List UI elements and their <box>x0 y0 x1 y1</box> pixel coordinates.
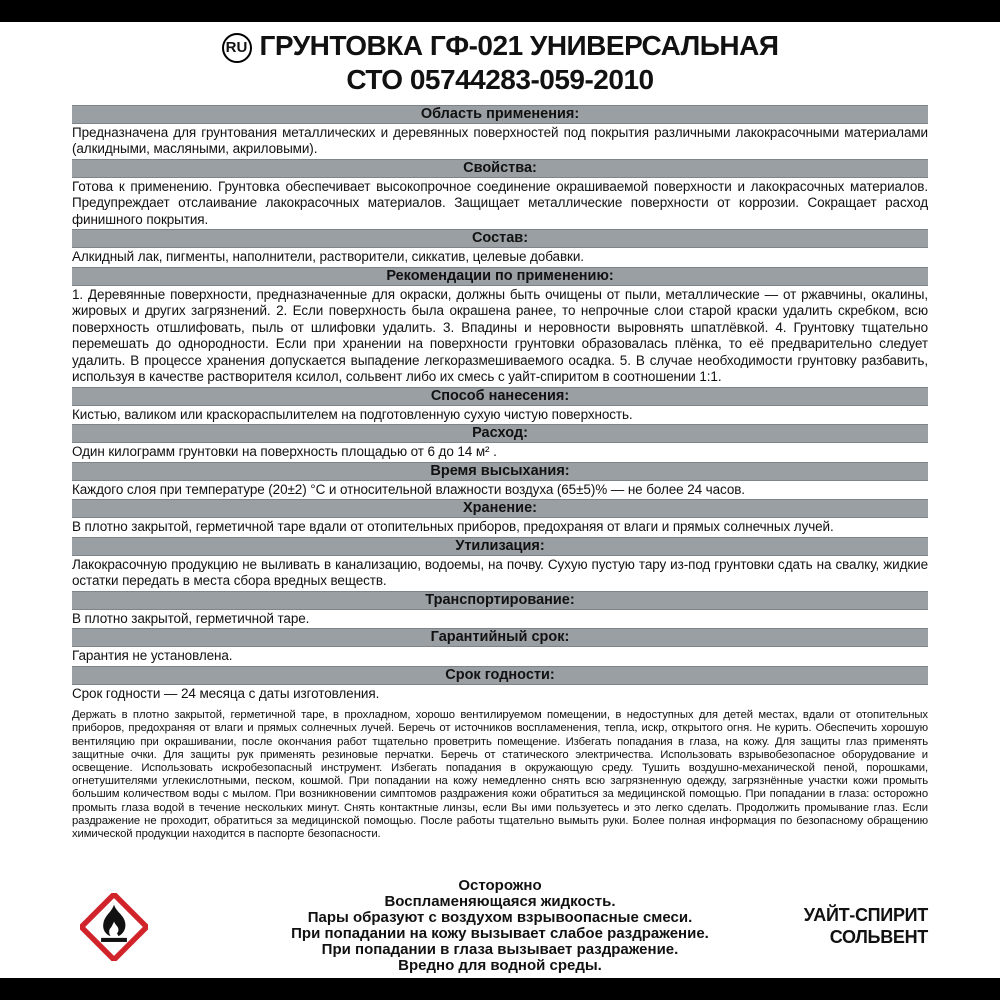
section-body: В плотно закрытой, герметичной таре. <box>72 610 310 626</box>
section-properties <box>72 159 928 229</box>
warning-line: Воспламеняющаяся жидкость. <box>384 893 616 910</box>
ru-certification-icon: RU <box>222 33 252 63</box>
warning-title: Осторожно <box>458 877 542 894</box>
section-body: Один килограмм грунтовки на поверхность площадью от 6 до 14 м² . <box>72 444 497 460</box>
section-body: 1. Деревянные поверхности, предназначенные для окраски, должны быть очищены от пыли, металлические — от ржавчины, окалины, жировых и других загрязнений. 2. Если поверхность была окрашена ранее, то непрочные слои старой краски удалить скребком, всю поверхность отшлифовать, пыль от шлифовки удалить. 3. Впадины и неровности выровнять шпатлёвкой. 4. Грунтовку тщательно перемешать до однородности. Если при хранении на поверхности грунтовки образовалась плёнка, то её предварительно следует удалить. В процессе хранения допускается выпадение легкоразмешиваемого осадка. 5. В случае необходимости грунтовку разбавить, используя в качестве растворителя ксилол, сольвент либо их смесь с уайт-спиритом в соотношении 1:1. <box>72 286 928 385</box>
section-storage <box>72 499 928 536</box>
section-application <box>72 105 928 158</box>
safety-instructions: Держать в плотно закрытой, герметичной таре, в прохладном, хорошо вентилируемом помещении, в недоступных для детей местах, вдали от отопительных приборов, предохраняя от влаги и прямых солнечных лучей. Беречь от источников воспламенения, тепла, искр, открытого огня. Не курить. Обеспечить хорошую вентиляцию при окрашивании, после окончания работ тщательно проветрить помещение. Избегать попадания в глаза, на кожу. Для защиты глаз применять защитные очки. Для защиты рук применять резиновые перчатки. Беречь от статического электричества. Использовать взрывобезопасное оборудование и освещение. Использовать искробезопасный инструмент. Избегать попадания в окружающую среду. Тушить воздушно-механической пеной, порошками, огнетушителями углекислотными, песком, кошмой. При попадании на кожу немедленно снять всю загрязненную одежду, загрязнённые участки кожи промыть большим количеством воды с мылом. При возникновении симптомов раздражения кожи обратиться за медицинской помощью. При попадании в глаза: осторожно промыть глаза водой в течение нескольких минут. Снять контактные линзы, если Вы ими пользуетесь и это легко сделать. Продолжить промывание глаз. Если раздражение не проходит, обратиться за медицинской помощью. После работы тщательно вымыть руки. Более полная информация по безопасному обращению химической продукции находится в паспорте безопасности. <box>72 709 928 840</box>
section-body: Кистью, валиком или краскораспылителем на подготовленную сухую чистую поверхность. <box>72 406 633 422</box>
solvent-line: УАЙТ-СПИРИТ <box>803 905 928 925</box>
section-header: Область применения: <box>72 105 928 124</box>
title-block <box>0 22 1000 102</box>
section-body: Алкидный лак, пигменты, наполнители, растворители, сиккатив, целевые добавки. <box>72 249 584 265</box>
section-warranty <box>72 628 928 665</box>
section-consumption <box>72 424 928 461</box>
section-drying-time <box>72 462 928 499</box>
solvent-line: СОЛЬВЕНТ <box>829 927 928 947</box>
section-application-method <box>72 387 928 424</box>
section-header: Способ нанесения: <box>72 387 928 406</box>
section-body: Срок годности — 24 месяца с даты изготовления. <box>72 685 380 701</box>
section-body: Гарантия не установлена. <box>72 648 233 664</box>
section-header: Гарантийный срок: <box>72 628 928 647</box>
top-black-bar <box>0 0 1000 22</box>
section-transportation <box>72 591 928 628</box>
solvent-names <box>804 904 928 948</box>
warning-line: При попадании на кожу вызывает слабое раздражение. <box>291 925 709 942</box>
ghs-flame-icon <box>80 893 148 961</box>
section-recommendations <box>72 267 928 386</box>
section-composition <box>72 229 928 266</box>
bottom-black-bar <box>0 978 1000 1000</box>
section-body: Лакокрасочную продукцию не выливать в канализацию, водоемы, на почву. Сухую пустую тару из-под грунтовки сдать на свалку, жидкие остатки передать в места сбора вредных веществ. <box>72 556 928 589</box>
section-header: Состав: <box>72 229 928 248</box>
section-body: В плотно закрытой, герметичной таре вдали от отопительных приборов, предохраняя от влаги и прямых солнечных лучей. <box>72 519 834 535</box>
section-header: Срок годности: <box>72 666 928 685</box>
section-header: Хранение: <box>72 499 928 518</box>
section-header: Транспортирование: <box>72 591 928 610</box>
section-disposal <box>72 537 928 590</box>
section-body: Готова к применению. Грунтовка обеспечивает высокопрочное соединение окрашиваемой поверхности и лакокрасочных материалов. Предупреждает отслаивание лакокрасочных материалов. Защищает металлические поверхности от коррозии. Сокращает расход финишного покрытия. <box>72 178 928 227</box>
warning-text-block <box>180 878 820 974</box>
section-header: Свойства: <box>72 159 928 178</box>
section-body: Предназначена для грунтования металлических и деревянных поверхностей под покрытия различными лакокрасочными материалами (алкидными, масляными, акриловыми). <box>72 124 928 157</box>
warning-line: При попадании в глаза вызывает раздражение. <box>321 941 679 958</box>
page-title <box>0 29 1000 63</box>
warning-line: Вредно для водной среды. <box>398 957 602 974</box>
section-header: Расход: <box>72 424 928 443</box>
product-title: ГРУНТОВКА ГФ-021 УНИВЕРСАЛЬНАЯ <box>259 30 779 61</box>
label-content <box>72 104 928 876</box>
section-body: Каждого слоя при температуре (20±2) °С и относительной влажности воздуха (65±5)% — не более 24 часов. <box>72 481 745 497</box>
section-header: Рекомендации по применению: <box>72 267 928 286</box>
standard-number: СТО 05744283-059-2010 <box>346 63 654 95</box>
warning-line: Пары образуют с воздухом взрывоопасные смеси. <box>307 909 693 926</box>
section-shelf-life <box>72 666 928 703</box>
hazard-block <box>72 878 928 978</box>
section-header: Утилизация: <box>72 537 928 556</box>
section-header: Время высыхания: <box>72 462 928 481</box>
